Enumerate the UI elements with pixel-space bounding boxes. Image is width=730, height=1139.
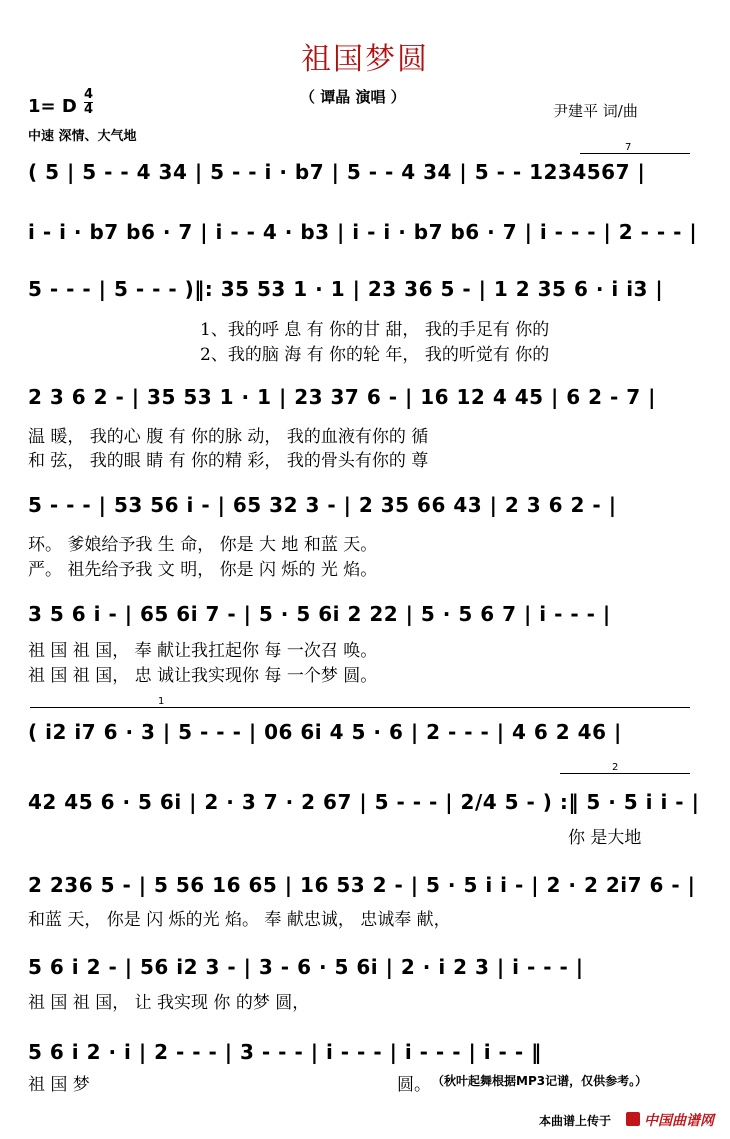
tuplet-number: 7 — [625, 142, 632, 153]
notation-row-11: 5 6 i 2 · i | 2 - - - | 3 - - - | i - - - | i - - - | i - - ‖ — [28, 1040, 542, 1064]
time-signature-bottom: 4 — [84, 102, 94, 117]
tuplet-bracket — [580, 153, 690, 154]
notation-row-6: 3 5 6 i - | 65 6i 7 - | 5 · 5 6i 2 22 | 5 · 5 6 7 | i - - - | — [28, 602, 611, 626]
volta-1-bracket — [30, 707, 690, 708]
lyric-row-4-verse-1: 温 暖， 我的心 腹 有 你的脉 动， 我的血液有你的 循 — [28, 427, 429, 447]
volta-2-bracket — [560, 773, 690, 774]
lyric-row-4-verse-2: 和 弦， 我的眼 睛 有 你的精 彩， 我的骨头有你的 尊 — [28, 451, 429, 471]
lyric-row-9: 和蓝 天， 你是 闪 烁的光 焰。 奉 献忠诚， 忠诚奉 献， — [28, 910, 451, 930]
lyric-row-11: 祖 国 梦 — [28, 1075, 90, 1095]
time-signature-top: 4 — [84, 87, 94, 102]
site-logo-icon — [626, 1112, 640, 1126]
lyric-row-10: 祖 国 祖 国， 让 我实现 你 的梦 圆， — [28, 993, 310, 1013]
notation-row-10: 5 6 i 2 - | 56 i2 3 - | 3 - 6 · 5 6i | 2 · i 2 3 | i - - - | — [28, 955, 584, 979]
lyric-row-3-verse-1: 1、我的呼 息 有 你的甘 甜， 我的手足有 你的 — [200, 320, 550, 340]
lyric-row-5-verse-2: 严。 祖先给予我 文 明， 你是 闪 烁的 光 焰。 — [28, 560, 378, 580]
notation-row-9: 2 236 5 - | 5 56 16 65 | 16 53 2 - | 5 · 5 i i - | 2 · 2 2i7 6 - | — [28, 873, 696, 897]
key-signature: 1= D — [28, 96, 77, 117]
author-credit: 尹建平 词/曲 — [553, 102, 638, 120]
lyric-row-8: 你 是大地 — [568, 828, 642, 848]
performer-credit: （ 谭晶 演唱 ） — [300, 88, 406, 106]
time-signature — [84, 88, 93, 117]
lyric-row-6-verse-1: 祖 国 祖 国， 奉 献让我扛起你 每 一次召 唤。 — [28, 641, 378, 661]
song-title: 祖国梦圆 — [301, 42, 429, 77]
upload-note: 本曲谱上传于 — [539, 1114, 612, 1128]
notation-row-1: ( 5 | 5 - - 4 34 | 5 - - i · b7 | 5 - - 4 34 | 5 - - 1234567 | — [28, 160, 646, 184]
lyric-row-6-verse-2: 祖 国 祖 国， 忠 诚让我实现你 每 一个梦 圆。 — [28, 666, 378, 686]
notation-row-7: ( i2 i7 6 · 3 | 5 - - - | 06 6i 4 5 · 6 | 2 - - - | 4 6 2 46 | — [28, 720, 622, 744]
lyric-row-5-verse-1: 环。 爹娘给予我 生 命， 你是 大 地 和蓝 天。 — [28, 535, 378, 555]
tempo-marking: 中速 深情、大气地 — [28, 129, 137, 144]
notation-row-2: i - i · b7 b6 · 7 | i - - 4 · b3 | i - i · b7 b6 · 7 | i - - - | 2 - - - | — [28, 220, 698, 244]
notation-row-8: 42 45 6 · 5 6i | 2 · 3 7 · 2 67 | 5 - - - | 2/4 5 - ) :‖ 5 · 5 i i - | — [28, 790, 700, 814]
volta-2-number: 2 — [612, 762, 619, 773]
lyric-row-3-verse-2: 2、我的脑 海 有 你的轮 年， 我的听觉有 你的 — [200, 345, 550, 365]
lyric-row-11-end: 圆。 — [397, 1075, 431, 1095]
notation-row-5: 5 - - - | 53 56 i - | 65 32 3 - | 2 35 66 43 | 2 3 6 2 - | — [28, 493, 617, 517]
transcription-note: （秋叶起舞根据MP3记谱，仅供参考。） — [432, 1074, 648, 1088]
notation-row-4: 2 3 6 2 - | 35 53 1 · 1 | 23 37 6 - | 16 12 4 45 | 6 2 - 7 | — [28, 385, 656, 409]
notation-row-3: 5 - - - | 5 - - - )‖: 35 53 1 · 1 | 23 36 5 - | 1 2 35 6 · i i3 | — [28, 277, 664, 301]
volta-1-number: 1 — [158, 696, 165, 707]
site-logo-text[interactable]: 中国曲谱网 — [644, 1113, 714, 1129]
